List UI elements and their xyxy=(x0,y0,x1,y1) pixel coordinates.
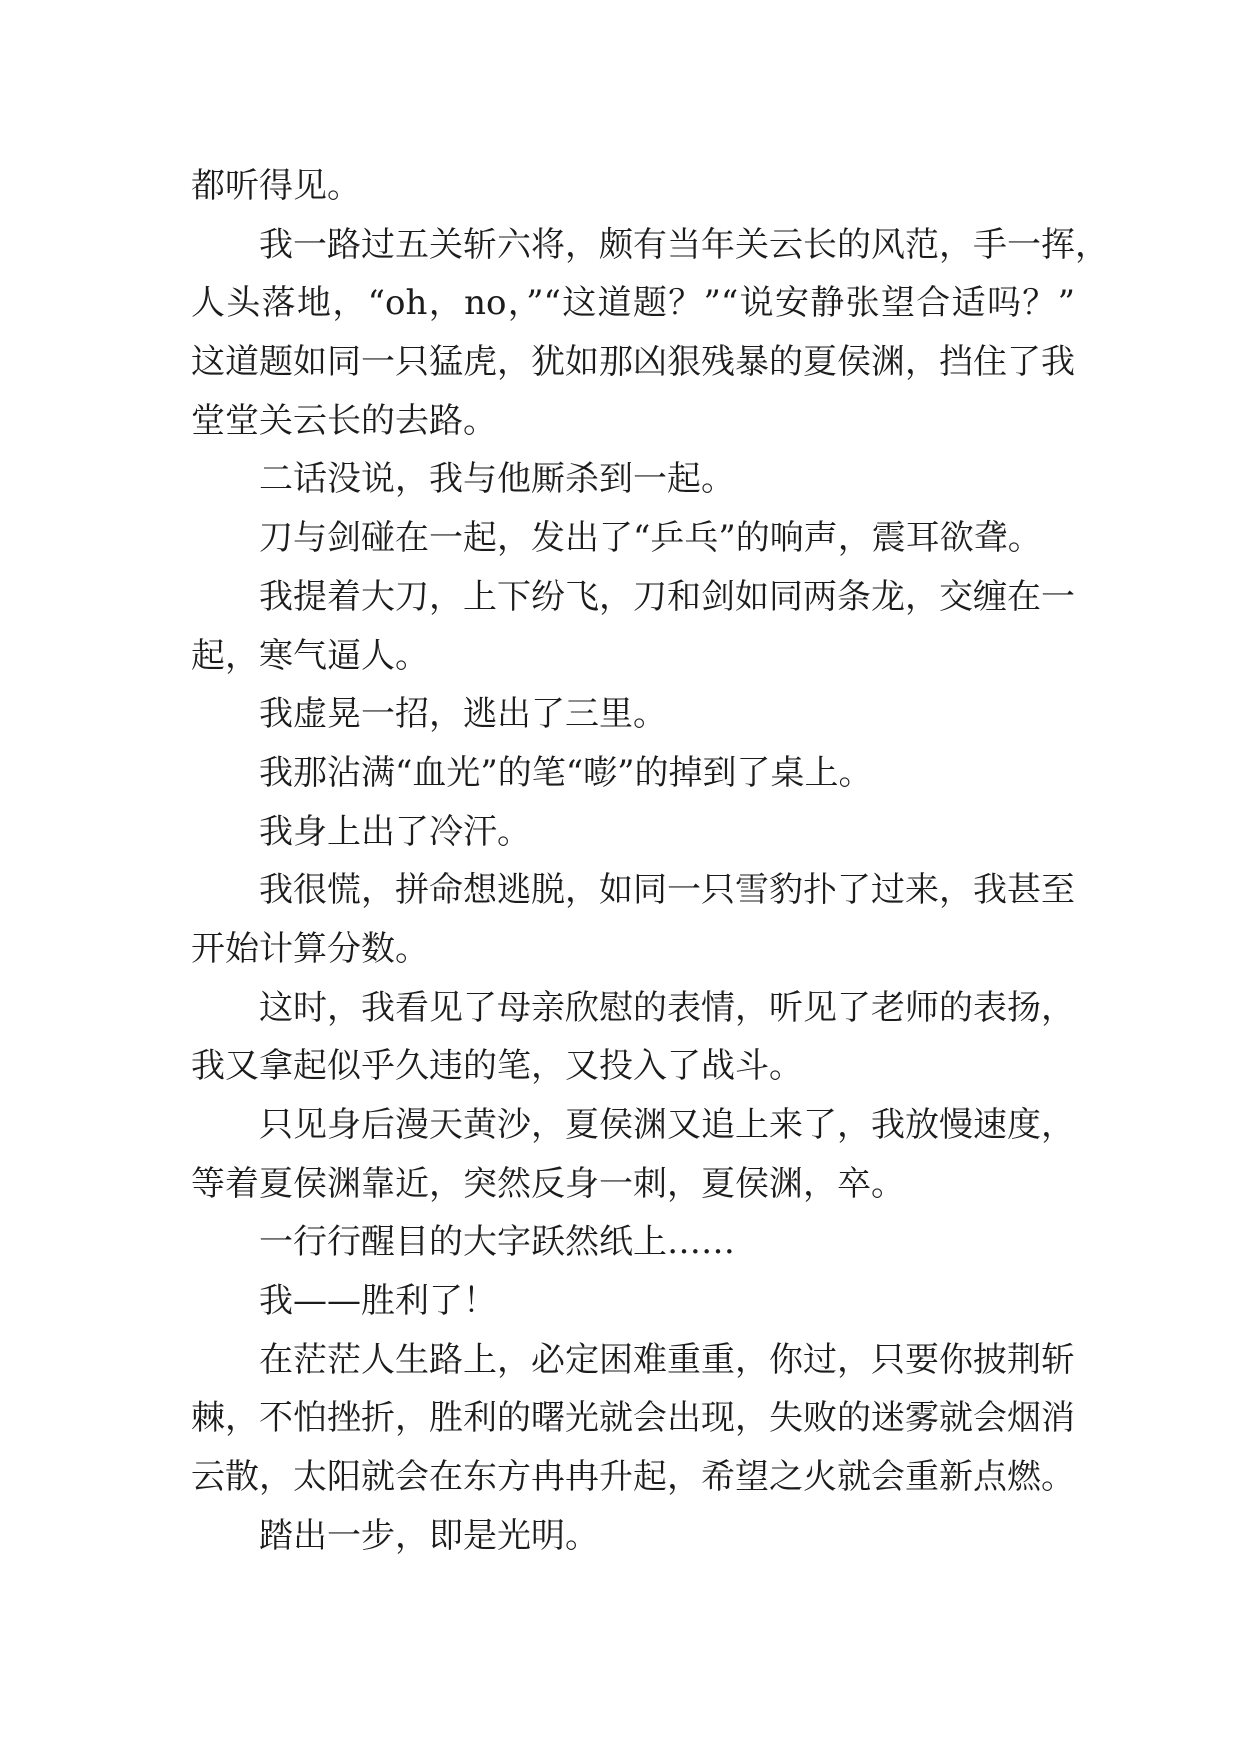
paragraph xyxy=(191,450,1075,509)
text-line: 都听得见。 xyxy=(191,166,361,206)
text-line: 在茫茫人生路上，必定困难重重，你过，只要你披荆斩 xyxy=(259,1339,1075,1380)
text-line: 二话没说，我与他厮杀到一起。 xyxy=(259,459,735,500)
text-line: 一行行醒目的大字跃然纸上…… xyxy=(259,1222,735,1263)
text-line: 我很慌，拼命想逃脱，如同一只雪豹扑了过来，我甚至 xyxy=(259,870,1075,911)
text-line: 只见身后漫天黄沙，夏侯渊又追上来了，我放慢速度， xyxy=(259,1105,1075,1145)
text-line: 棘，不怕挫折，胜利的曙光就会出现，失败的迷雾就会烟消 xyxy=(191,1398,1075,1439)
text-line: 踏出一步，即是光明。 xyxy=(259,1515,599,1556)
text-line: 我那沾满“血光”的笔“嘭”的掉到了桌上。 xyxy=(259,752,873,793)
paragraph xyxy=(191,216,1109,451)
text-line: 我身上出了冷汗。 xyxy=(259,811,531,852)
paragraph xyxy=(191,744,1075,803)
text-line: 刀与剑碰在一起，发出了“乒乓”的响声，震耳欲聋。 xyxy=(259,518,1042,559)
paragraph xyxy=(191,1213,1075,1272)
paragraph xyxy=(191,861,1075,978)
paragraph xyxy=(191,979,1075,1096)
document-body xyxy=(191,157,1109,1566)
text-line: 堂堂关云长的去路。 xyxy=(191,400,497,441)
paragraph xyxy=(191,568,1075,685)
text-line: 我又拿起似乎久违的笔，又投入了战斗。 xyxy=(191,1046,803,1087)
paragraph xyxy=(191,685,1075,744)
text-line: 我——胜利了！ xyxy=(259,1281,497,1322)
text-line: 人头落地，“oh，no，”“这道题？”“说安静张望合适吗？” xyxy=(191,283,1075,324)
paragraph xyxy=(191,803,1075,862)
text-line: 我虚晃一招，逃出了三里。 xyxy=(259,694,667,735)
text-line: 这时，我看见了母亲欣慰的表情，听见了老师的表扬， xyxy=(259,987,1075,1028)
paragraph xyxy=(191,1507,1075,1566)
text-line: 云散，太阳就会在东方冉冉升起，希望之火就会重新点燃。 xyxy=(191,1457,1075,1498)
text-line: 我提着大刀，上下纷飞，刀和剑如同两条龙，交缠在一 xyxy=(259,576,1075,617)
paragraph xyxy=(191,509,1075,568)
text-line: 我一路过五关斩六将，颇有当年关云长的风范，手一挥， xyxy=(259,224,1109,265)
paragraph xyxy=(191,1272,1075,1331)
text-line: 等着夏侯渊靠近，突然反身一刺，夏侯渊，卒。 xyxy=(191,1163,905,1204)
text-line: 起，寒气逼人。 xyxy=(191,635,429,676)
paragraph xyxy=(191,1331,1075,1507)
paragraph xyxy=(191,1096,1075,1213)
paragraph xyxy=(191,157,1075,216)
text-line: 这道题如同一只猛虎，犹如那凶狠残暴的夏侯渊，挡住了我 xyxy=(191,342,1075,383)
text-line: 开始计算分数。 xyxy=(191,928,429,969)
